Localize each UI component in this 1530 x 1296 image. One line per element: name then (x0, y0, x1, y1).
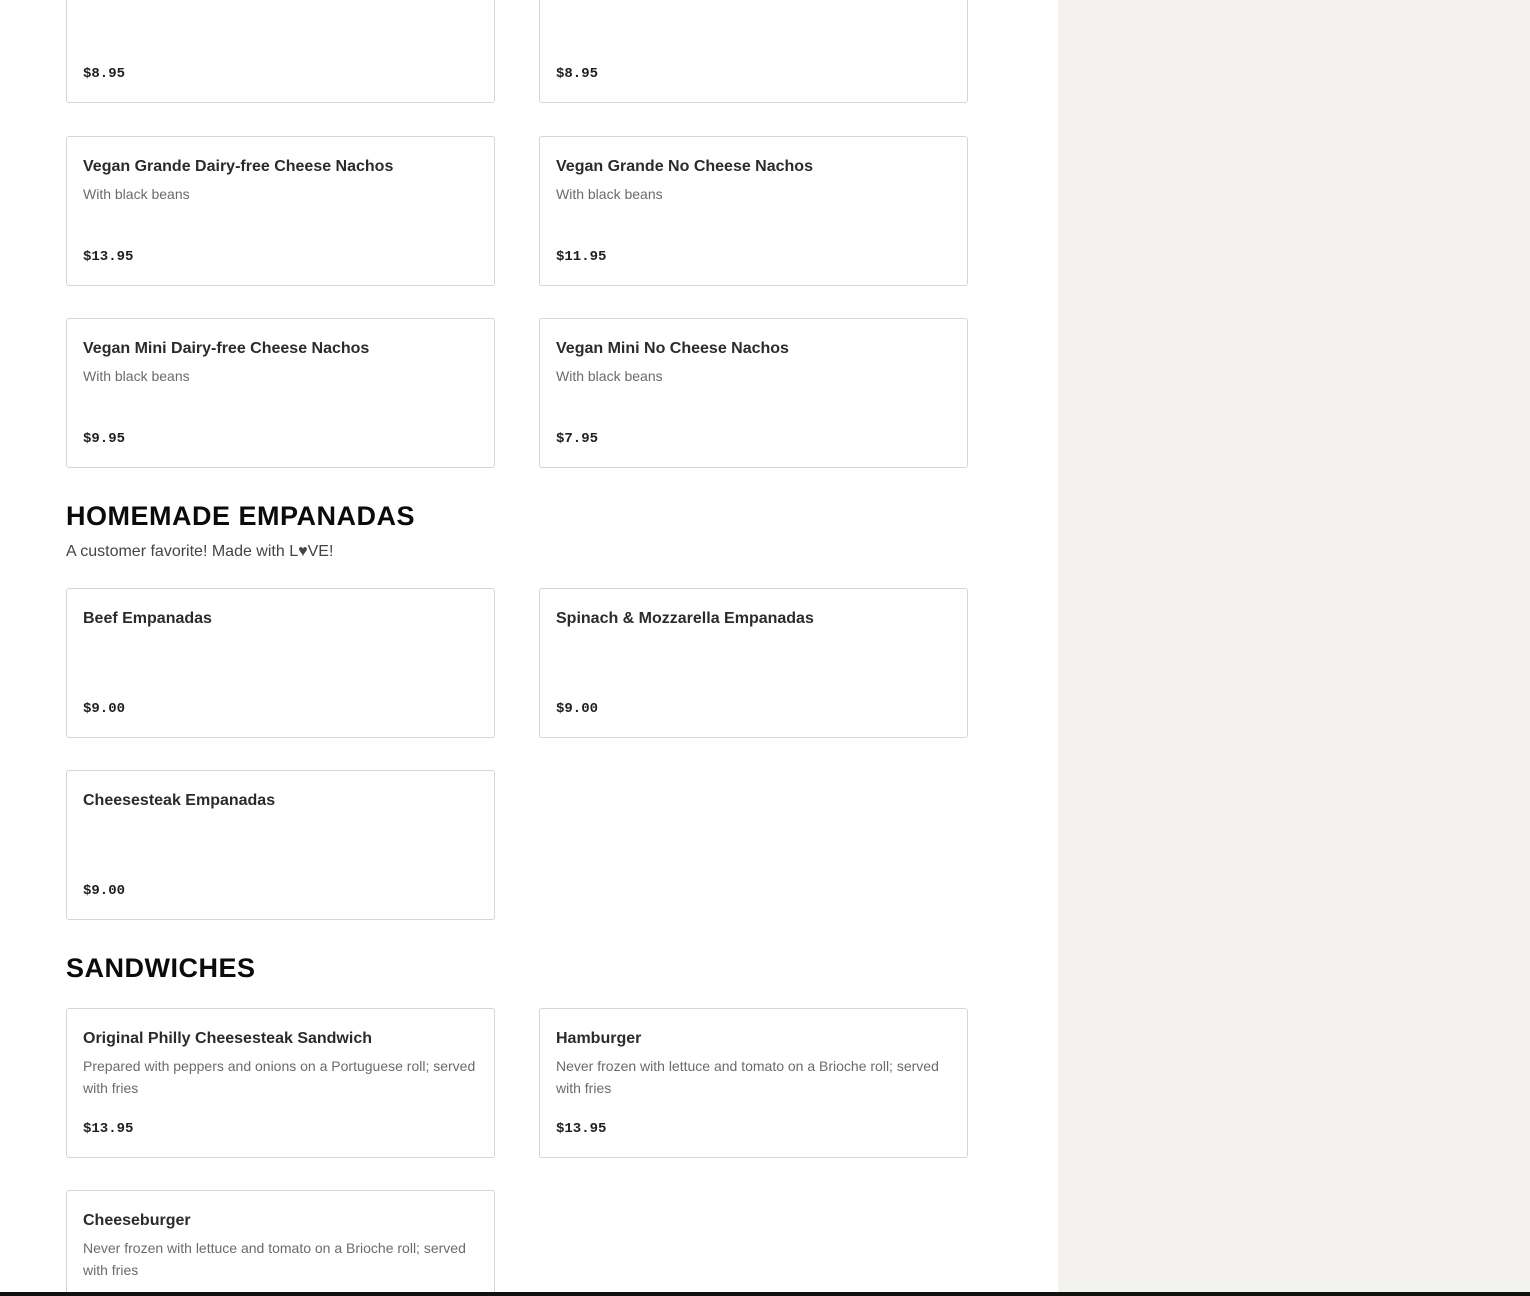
menu-item-card[interactable] (66, 588, 495, 738)
item-name: Original Philly Cheesesteak Sandwich (83, 1030, 372, 1047)
menu-item-card[interactable] (539, 0, 968, 103)
item-price: $13.95 (83, 1121, 134, 1137)
menu-item-card[interactable] (66, 1008, 495, 1158)
menu-item-card[interactable] (66, 770, 495, 920)
item-price: $13.95 (556, 1121, 607, 1137)
item-price: $9.00 (556, 701, 599, 717)
item-description: Never frozen with lettuce and tomato on a Brioche roll; served with fries (83, 1240, 466, 1278)
menu-item-card[interactable] (66, 318, 495, 468)
item-name: Spinach & Mozzarella Empanadas (556, 610, 814, 627)
item-description: Never frozen with lettuce and tomato on a Brioche roll; served with fries (556, 1058, 939, 1096)
item-description: Prepared with peppers and onions on a Portuguese roll; served with fries (83, 1058, 476, 1096)
item-name: Cheeseburger (83, 1212, 191, 1229)
section-subtitle-empanadas: A customer favorite! Made with L♥VE! (66, 543, 334, 560)
item-name: Hamburger (556, 1030, 642, 1047)
item-description: With black beans (83, 368, 190, 384)
menu-item-card[interactable] (66, 1190, 495, 1292)
menu-item-card[interactable] (539, 588, 968, 738)
item-name: Vegan Mini Dairy-free Cheese Nachos (83, 340, 370, 357)
side-panel (1058, 0, 1530, 1292)
item-description: With black beans (556, 186, 663, 202)
item-description: With black beans (556, 368, 663, 384)
item-price: $7.95 (556, 431, 599, 447)
bottom-bar (0, 1292, 1530, 1296)
item-name: Vegan Grande Dairy-free Cheese Nachos (83, 158, 394, 175)
menu-item-card[interactable] (539, 1008, 968, 1158)
menu-item-card[interactable] (66, 0, 495, 103)
menu-item-card[interactable] (539, 318, 968, 468)
item-price: $9.00 (83, 701, 126, 717)
section-title-empanadas: HOMEMADE EMPANADAS (66, 501, 416, 531)
item-price: $8.95 (556, 66, 599, 82)
item-description: With black beans (83, 186, 190, 202)
item-name: Vegan Grande No Cheese Nachos (556, 158, 813, 175)
item-name: Beef Empanadas (83, 610, 212, 627)
item-price: $13.95 (83, 249, 134, 265)
item-price: $9.00 (83, 883, 126, 899)
menu-item-card[interactable] (539, 136, 968, 286)
item-name: Cheesesteak Empanadas (83, 792, 276, 809)
menu-item-card[interactable] (66, 136, 495, 286)
item-price: $9.95 (83, 431, 126, 447)
section-title-sandwiches: SANDWICHES (66, 953, 256, 983)
item-price: $11.95 (556, 249, 607, 265)
item-name: Vegan Mini No Cheese Nachos (556, 340, 789, 357)
item-price: $8.95 (83, 66, 126, 82)
